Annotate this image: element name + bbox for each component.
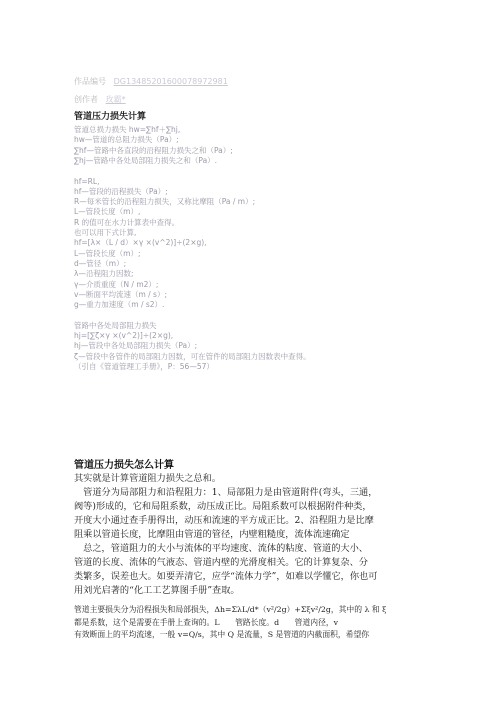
formula-line: hf—管段的沿程损失（Pa）; [74, 186, 168, 196]
loss-formula-paragraph [74, 604, 426, 642]
formula-line: 管道总损力损失 hw=∑hf＋∑hj, [74, 125, 181, 134]
formula-line: hj=[∑ζ×γ ×(v^2)]÷(2×g), [74, 331, 174, 340]
paragraph-line: 管道主要损失分为沿程损失和局部损失，Δh=ΣλL/d*（v²/2g）+Σξv²/2g，其中的 λ 和 ξ [74, 605, 387, 614]
explanation-paragraph [74, 472, 426, 598]
formula-line: ∑hj—管路中各处局部阻力损失之和（Pa）. [74, 155, 218, 165]
paragraph-line: 管道分为局部阻力和沿程阻力：1、局部阻力是由管道附件(弯头，三通， [74, 487, 378, 498]
formula-line: ζ—管段中各管件的局部阻力因数，可在管件的局部阻力因数表中查得。 [74, 351, 311, 361]
paragraph-line: 用刘光启著的“化工工艺算图手册”查取。 [74, 585, 240, 596]
doc-code-line [74, 76, 228, 87]
formula-line: d—管径（m）; [74, 258, 127, 268]
formula-line: ∑hf—管路中各直段的沿程阻力损失之和（Pa）; [74, 145, 233, 155]
doc-author-line [74, 94, 126, 105]
doc-code-value: DG13485201600078972981 [113, 77, 228, 86]
paragraph-line: 有效断面上的平均流速，一般 v=Q/s，其中 Q 是流量，S 是管道的内截面积，希望你 [74, 630, 370, 639]
doc-author-value: 玫霸* [105, 95, 126, 104]
paragraph-line: 阻乘以管道长度，比摩阻由管道的管径，内壁粗糙度，流体流速确定 [74, 529, 350, 540]
section-title-how-to-calc: 管道压力损失怎么计算 [74, 460, 174, 471]
paragraph-line: 开度大小通过查手册得出，动压和流速的平方成正比。2、沿程阻力是比摩 [74, 515, 374, 526]
paragraph-line: 其实就是计算管道阻力损失之总和。 [74, 473, 221, 484]
formula-line: hw—管道的总阻力损失（Pa）; [74, 135, 179, 145]
formula-line: L—管段长度（m）; [74, 248, 141, 258]
formula-line: hj—管段中各处局部阻力损失（Pa）; [74, 341, 198, 351]
paragraph-line: 都是系数，这个是需要在手册上查询的。L 管路长度。d 管道内径，v [74, 617, 339, 627]
formula-line: 管路中各处局部阻力损失 [74, 320, 157, 330]
formula-line: λ—沿程阻力因数; [74, 269, 134, 279]
formula-line: R—每米管长的沿程阻力损失，又称比摩阻（Pa / m）; [74, 197, 256, 207]
section-title-pressure-loss: 管道压力损失计算 [74, 112, 147, 122]
formula-line: R 的值可在水力计算表中查得。 [74, 217, 180, 227]
paragraph-line: 阀等)形成的，它和局阻系数，动压成正比。局阻系数可以根据附件种类， [74, 501, 372, 512]
formula-line: v—断面平均流速（m / s）; [74, 289, 167, 299]
paragraph-line: 总之，管道阻力的大小与流体的平均速度、流体的粘度、管道的大小、 [74, 543, 368, 554]
formula-line: hf=[λ×（L / d）×γ ×(v^2)]÷(2×g), [74, 238, 207, 248]
formula-line: 也可以用下式计算, [74, 228, 137, 237]
doc-author-label: 创作者 [74, 95, 98, 104]
formula-line: g—重力加速度（m / s2）. [74, 300, 165, 310]
formula-line: hf=RL, [74, 176, 100, 186]
paragraph-line: 管道的长度、流体的气液态、管道内壁的光滑度相关。它的计算复杂、分 [74, 557, 368, 568]
paragraph-line: 类繁多，误差也大。如要弄清它，应学“流体力学”，如难以学懂它，你也可 [74, 571, 378, 582]
formula-line: γ—介质重度（N / m2）; [74, 279, 159, 289]
formula-line: （引自《管道管理工手册》，P：56—57） [74, 361, 214, 371]
formula-line: L—管段长度（m）, [74, 207, 141, 217]
doc-code-label: 作品编号 [74, 77, 106, 86]
